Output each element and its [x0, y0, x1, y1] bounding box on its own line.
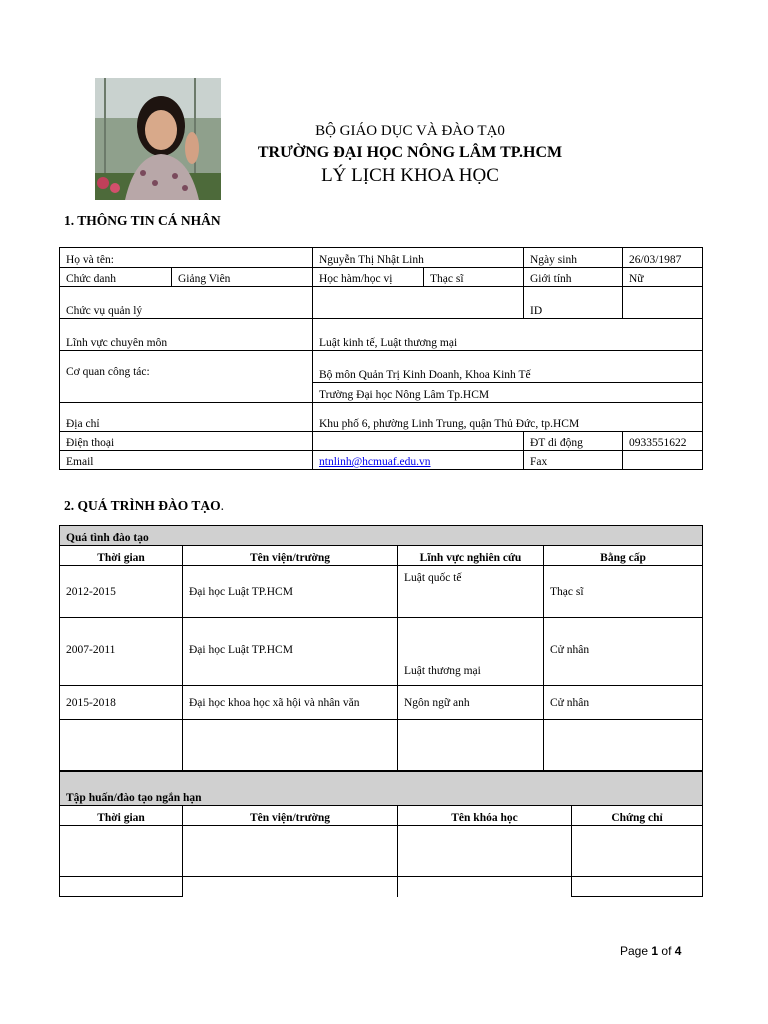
id-value	[623, 287, 703, 319]
table-row	[60, 451, 703, 470]
empty-cell	[60, 826, 183, 877]
degree-value: Thạc sĩ	[424, 268, 524, 287]
training-table	[59, 525, 703, 771]
address-value: Khu phố 6, phường Linh Trung, quận Thủ Đức, tp.HCM	[313, 403, 703, 432]
section-2-title-suffix: .	[220, 498, 225, 513]
field-value: Luật kinh tế, Luật thương mại	[313, 319, 703, 351]
section-2-title	[64, 498, 224, 514]
col-time: Thời gian	[60, 546, 183, 566]
mobile-label: ĐT di động	[524, 432, 623, 451]
of-word: of	[661, 944, 672, 958]
col-time: Thời gian	[60, 806, 183, 826]
email-label: Email	[60, 451, 313, 470]
university-name: TRƯỜNG ĐẠI HỌC NÔNG LÂM TP.HCM	[257, 144, 563, 161]
col-degree: Bằng cấp	[544, 546, 703, 566]
short-header: Tập huấn/đào tạo ngắn hạn	[60, 772, 703, 806]
page-number: 1	[651, 944, 659, 958]
ministry-name: BỘ GIÁO DỤC VÀ ĐÀO TẠ0	[315, 123, 505, 139]
dob-value: 26/03/1987	[623, 248, 703, 268]
row-school	[183, 720, 398, 771]
col-field: Lĩnh vực nghiên cứu	[398, 546, 544, 566]
table-row	[60, 806, 703, 826]
table-row	[60, 403, 703, 432]
table-row	[60, 351, 703, 383]
table-row	[60, 526, 703, 546]
row-field: Luật thương mại	[398, 618, 544, 686]
page-indicator	[620, 944, 681, 958]
table-row	[60, 566, 703, 618]
field-label: Lĩnh vực chuyên môn	[60, 319, 313, 351]
row-field	[398, 720, 544, 771]
empty-cell	[183, 826, 398, 877]
row-school: Đại học khoa học xã hội và nhân văn	[183, 686, 398, 720]
id-label: ID	[524, 287, 623, 319]
table-row	[60, 268, 703, 287]
row-school: Đại học Luật TP.HCM	[183, 618, 398, 686]
row-time: 2012-2015	[60, 566, 183, 618]
row-time: 2007-2011	[60, 618, 183, 686]
row-field: Ngôn ngữ anh	[398, 686, 544, 720]
table-row	[60, 546, 703, 566]
fax-label: Fax	[524, 451, 623, 470]
table-row	[60, 432, 703, 451]
fullname-value: Nguyễn Thị Nhật Linh	[313, 248, 524, 268]
document-title: LÝ LỊCH KHOA HỌC	[321, 165, 499, 186]
table-row	[60, 686, 703, 720]
row-degree	[544, 720, 703, 771]
table-row	[60, 319, 703, 351]
row-school: Đại học Luật TP.HCM	[183, 566, 398, 618]
short-training-table	[59, 771, 703, 897]
position-value	[313, 287, 524, 319]
section-2-title-text: 2. QUÁ TRÌNH ĐÀO TẠO	[64, 498, 221, 513]
email-link[interactable]: ntnlinh@hcmuaf.edu.vn	[319, 456, 431, 468]
page-word: Page	[620, 944, 649, 958]
page-total: 4	[674, 944, 682, 958]
workplace-line2: Trường Đại học Nông Lâm Tp.HCM	[313, 383, 703, 403]
personal-info-table	[59, 247, 703, 470]
workplace-line1: Bộ môn Quản Trị Kinh Doanh, Khoa Kinh Tế	[313, 351, 703, 383]
dob-label: Ngày sinh	[524, 248, 623, 268]
training-header: Quá tình đào tạo	[60, 526, 703, 546]
section-1-title: 1. THÔNG TIN CÁ NHÂN	[64, 213, 221, 228]
gender-label: Giới tính	[524, 268, 623, 287]
table-row	[60, 826, 703, 877]
row-degree: Cử nhân	[544, 618, 703, 686]
gender-value: Nữ	[623, 268, 703, 287]
mobile-value: 0933551622	[623, 432, 703, 451]
row-time: 2015-2018	[60, 686, 183, 720]
row-degree: Thạc sĩ	[544, 566, 703, 618]
col-course: Tên khóa học	[398, 806, 572, 826]
phone-value	[313, 432, 524, 451]
table-row	[60, 720, 703, 771]
position-label: Chức vụ quản lý	[60, 287, 313, 319]
col-school: Tên viện/trường	[183, 546, 398, 566]
empty-cell	[572, 826, 703, 877]
empty-cell	[183, 877, 398, 897]
table-row	[60, 287, 703, 319]
address-label: Địa chỉ	[60, 403, 313, 432]
row-field: Luật quốc tế	[398, 566, 544, 618]
empty-cell	[572, 877, 703, 897]
title-value: Giảng Viên	[172, 268, 313, 287]
col-certificate: Chứng chỉ	[572, 806, 703, 826]
col-school: Tên viện/trường	[183, 806, 398, 826]
row-degree: Cử nhân	[544, 686, 703, 720]
fax-value	[623, 451, 703, 470]
table-row	[60, 877, 703, 897]
empty-cell	[60, 877, 183, 897]
workplace-label: Cơ quan công tác:	[60, 351, 313, 403]
table-row	[60, 618, 703, 686]
empty-cell	[398, 826, 572, 877]
row-time	[60, 720, 183, 771]
table-row	[60, 248, 703, 268]
table-row	[60, 772, 703, 806]
title-label: Chức danh	[60, 268, 172, 287]
empty-cell	[398, 877, 572, 897]
phone-label: Điện thoại	[60, 432, 313, 451]
degree-label: Học hàm/học vị	[313, 268, 424, 287]
fullname-label: Họ và tên:	[60, 248, 313, 268]
